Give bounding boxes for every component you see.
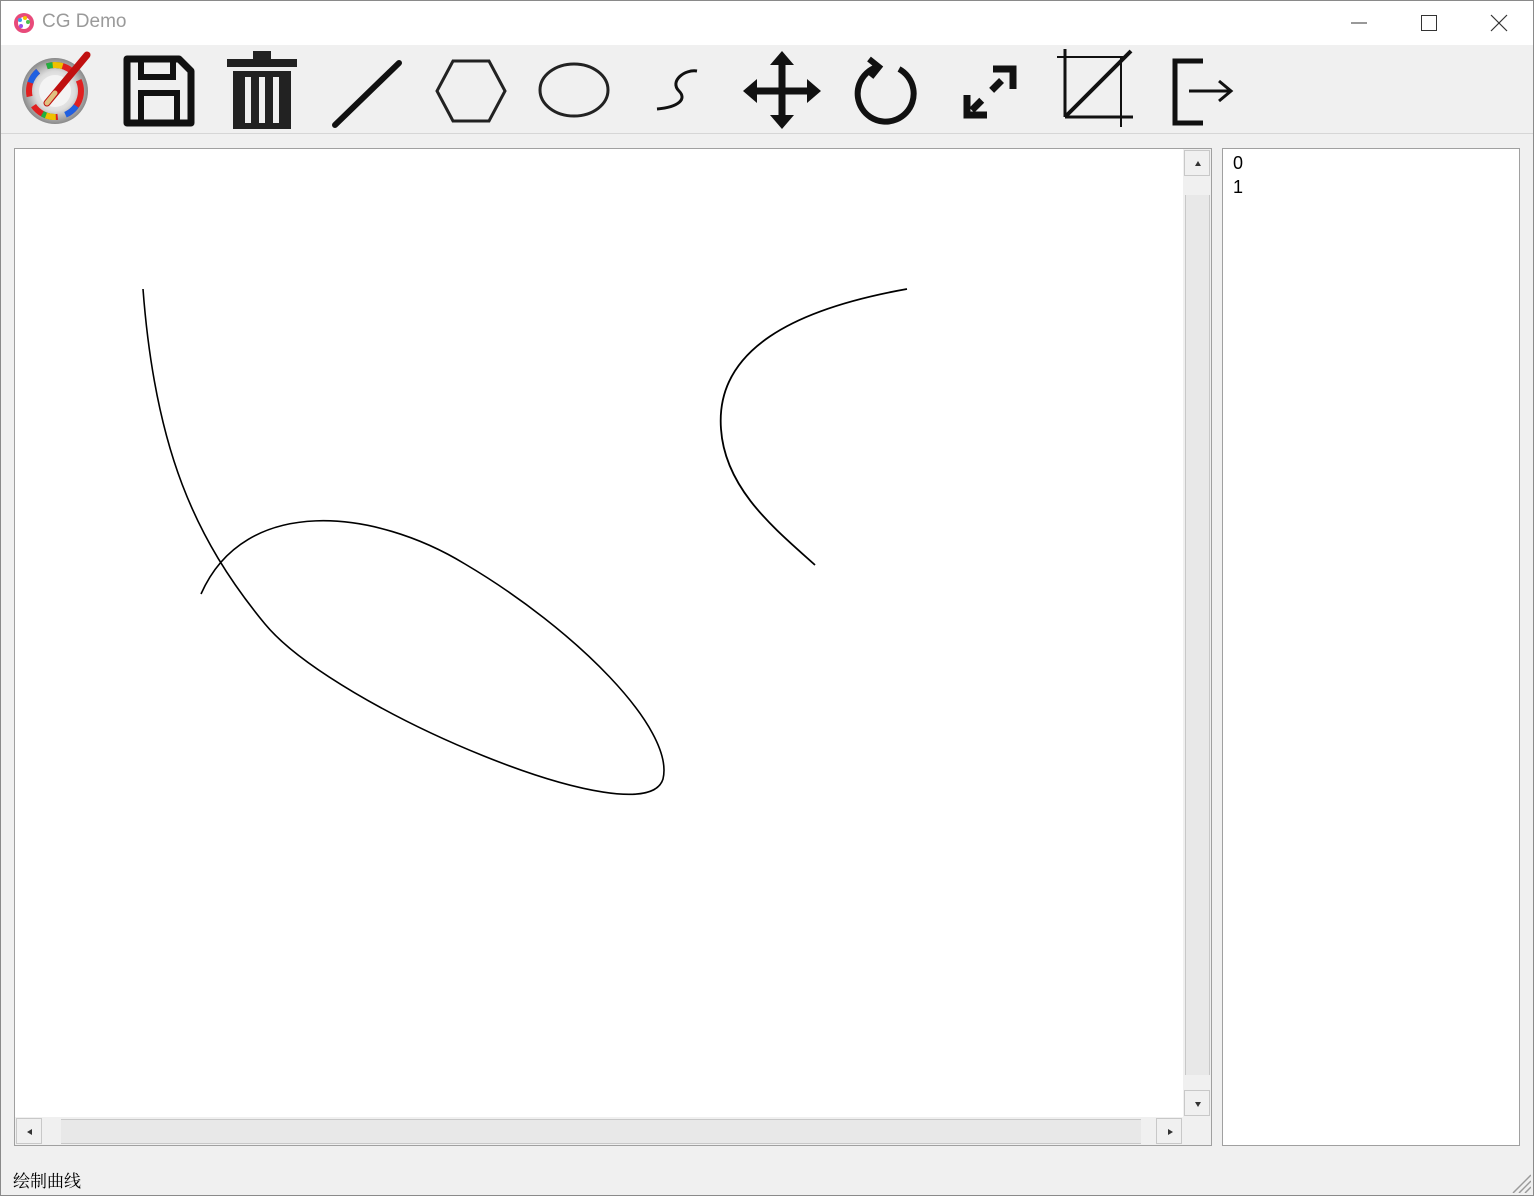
palette-tool-button[interactable]	[15, 47, 99, 133]
palette-icon	[15, 47, 99, 133]
toolbar	[1, 45, 1533, 134]
exit-icon	[1159, 47, 1243, 133]
curve-tool-button[interactable]	[639, 47, 723, 133]
polygon-tool-button[interactable]	[431, 47, 515, 133]
clip-tool-button[interactable]	[1055, 47, 1139, 133]
maximize-icon	[1420, 14, 1438, 32]
translate-tool-button[interactable]	[743, 47, 827, 133]
scale-tool-button[interactable]	[951, 47, 1035, 133]
vertical-scroll-thumb[interactable]	[1185, 195, 1210, 1075]
list-item[interactable]: 1	[1233, 177, 1244, 197]
canvas-frame	[14, 148, 1212, 1146]
maximize-button[interactable]	[1394, 1, 1464, 45]
scroll-down-button[interactable]	[1184, 1090, 1210, 1116]
app-palette-icon	[13, 12, 35, 34]
save-tool-button[interactable]	[119, 47, 203, 133]
exit-tool-button[interactable]	[1159, 47, 1243, 133]
status-text: 绘制曲线	[13, 1172, 81, 1192]
close-button[interactable]	[1464, 1, 1534, 45]
status-bar	[1, 1161, 1533, 1195]
rotate-tool-button[interactable]	[847, 47, 931, 133]
horizontal-scrollbar[interactable]	[15, 1117, 1183, 1145]
hexagon-icon	[431, 47, 515, 133]
line-icon	[327, 47, 411, 133]
scroll-corner	[1183, 1117, 1211, 1145]
shape-ellipse[interactable]	[143, 289, 664, 794]
scale-icon	[951, 47, 1035, 133]
arrow-down-icon	[1194, 1100, 1202, 1108]
clear-tool-button[interactable]	[223, 47, 307, 133]
drawing-canvas[interactable]	[15, 149, 1183, 1117]
window-title: CG Demo	[42, 11, 127, 32]
clip-icon	[1055, 47, 1139, 133]
scroll-left-button[interactable]	[16, 1118, 42, 1144]
ellipse-icon	[535, 47, 619, 133]
item-list[interactable]	[1222, 148, 1520, 1146]
minimize-button[interactable]	[1324, 1, 1394, 45]
minimize-icon	[1350, 14, 1368, 32]
shape-curve[interactable]	[721, 289, 907, 565]
save-icon	[119, 47, 203, 133]
vertical-scrollbar[interactable]	[1183, 149, 1211, 1117]
title-bar[interactable]	[1, 1, 1533, 45]
close-icon	[1490, 14, 1508, 32]
arrow-left-icon	[26, 1128, 34, 1136]
resize-grip-icon[interactable]	[1509, 1171, 1531, 1193]
scroll-right-button[interactable]	[1156, 1118, 1182, 1144]
line-tool-button[interactable]	[327, 47, 411, 133]
ellipse-tool-button[interactable]	[535, 47, 619, 133]
move-icon	[743, 47, 827, 133]
curve-icon	[639, 47, 723, 133]
list-item[interactable]: 0	[1233, 153, 1244, 173]
horizontal-scroll-thumb[interactable]	[61, 1119, 1141, 1144]
arrow-up-icon	[1194, 160, 1202, 168]
rotate-icon	[847, 47, 931, 133]
arrow-right-icon	[1166, 1128, 1174, 1136]
scroll-up-button[interactable]	[1184, 150, 1210, 176]
trash-icon	[223, 47, 307, 133]
